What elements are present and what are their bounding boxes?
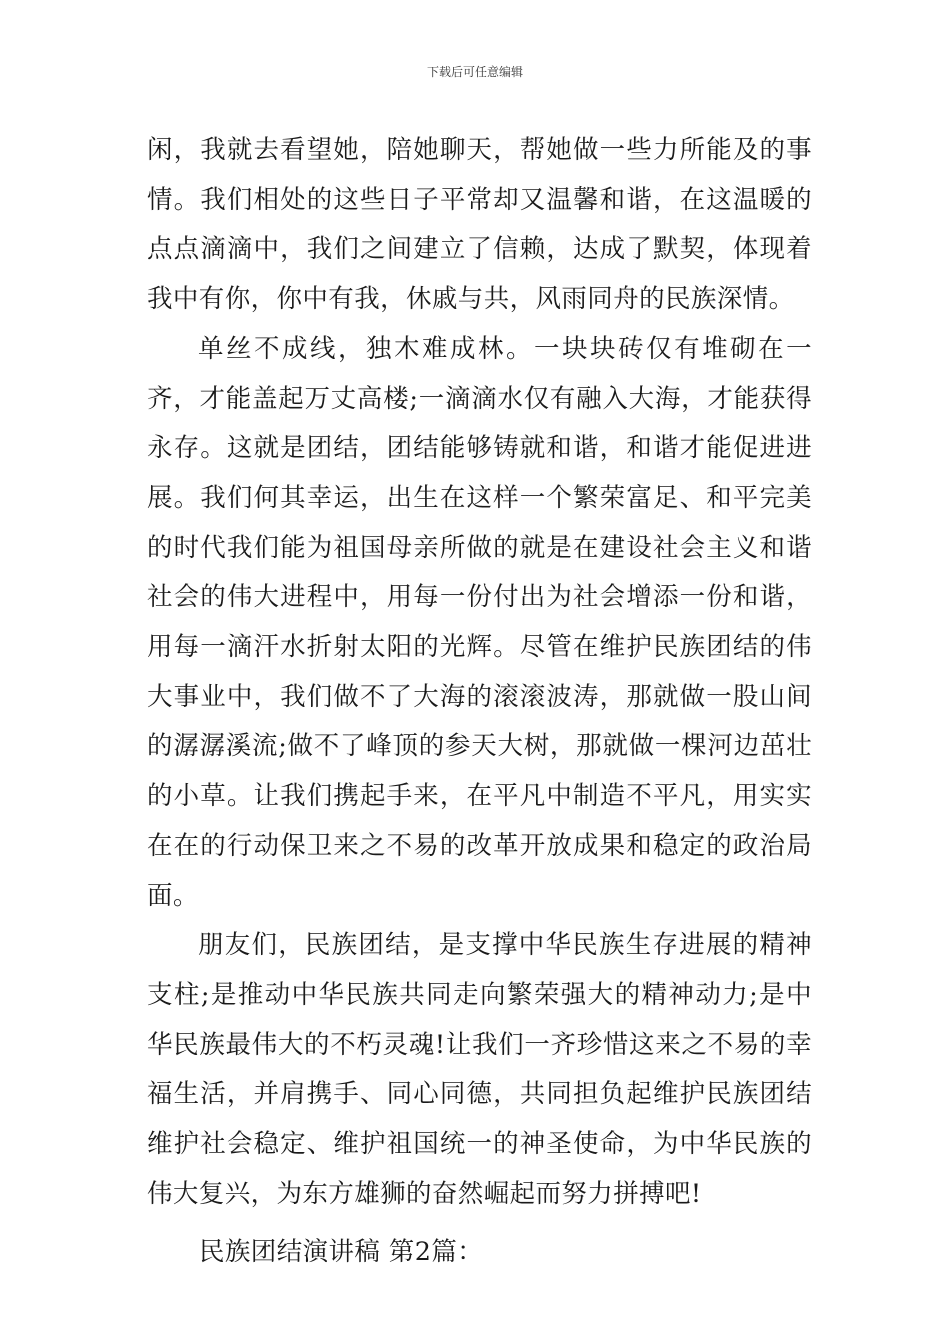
document-body <box>147 126 812 1278</box>
page-header: 下载后可任意编辑 <box>426 65 523 79</box>
paragraph-1: 闲，我就去看望她，陪她聊天，帮她做一些力所能及的事情。我们相处的这些日子平常却又温馨和谐，在这温暖的点点滴滴中，我们之间建立了信赖，达成了默契，体现着我中有你，你中有我，休戚与共，风雨同舟的民族深情。 <box>147 135 812 315</box>
paragraph-3: 朋友们，民族团结，是支撑中华民族生存进展的精神支柱;是推动中华民族共同走向繁荣强大的精神动力;是中华民族最伟大的不朽灵魂!让我们一齐珍惜这来之不易的幸福生活，并肩携手、同心同德，共同担负起维护民族团结维护社会稳定、维护祖国统一的神圣使命，为中华民族的伟大复兴，为东方雄狮的奋然崛起而努力拼搏吧! <box>147 930 812 1209</box>
paragraph-2: 单丝不成线，独木难成林。一块块砖仅有堆砌在一齐，才能盖起万丈高楼;一滴滴水仅有融入大海，才能获得永存。这就是团结，团结能够铸就和谐，和谐才能促进进展。我们何其幸运，出生在这样一个繁荣富足、和平完美的时代我们能为祖国母亲所做的就是在建设社会主义和谐社会的伟大进程中，用每一份付出为社会增添一份和谐，用每一滴汗水折射太阳的光辉。尽管在维护民族团结的伟大事业中，我们做不了大海的滚滚波涛，那就做一股山间的潺潺溪流;做不了峰顶的参天大树，那就做一棵河边茁壮的小草。让我们携起手来，在平凡中制造不平凡，用实实在在的行动保卫来之不易的改革开放成果和稳定的政治局面。 <box>147 333 812 911</box>
section-heading: 民族团结演讲稿 第2篇： <box>199 1237 484 1268</box>
